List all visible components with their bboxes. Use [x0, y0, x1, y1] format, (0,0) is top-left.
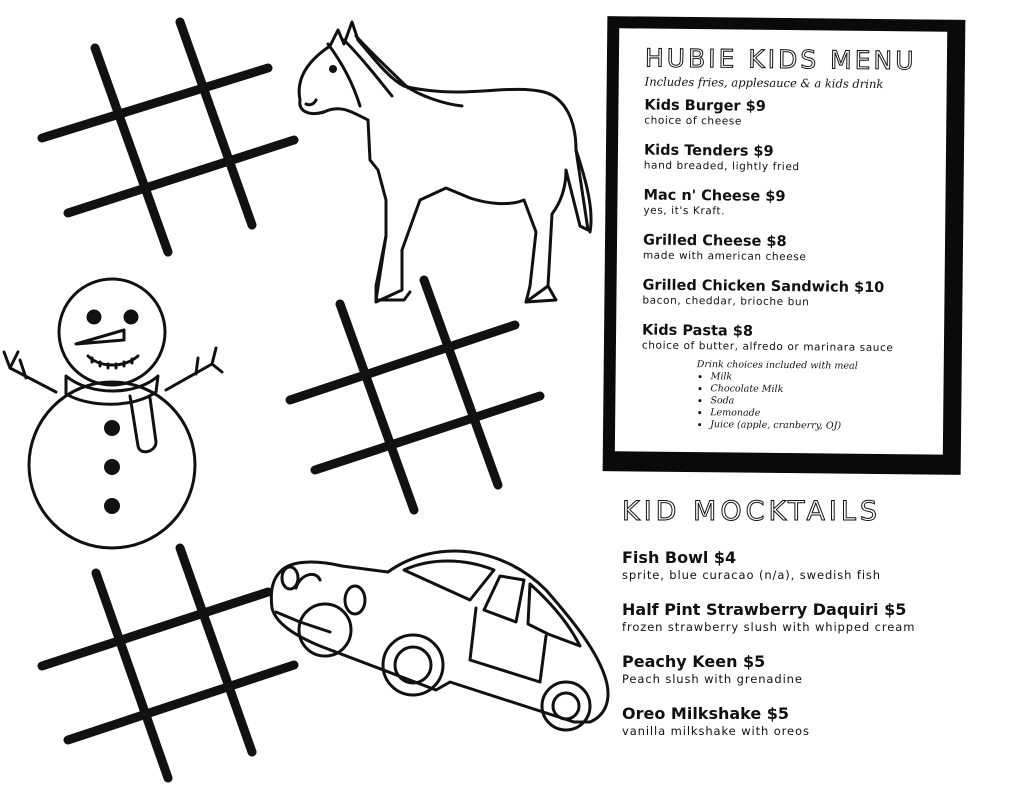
mocktail-item — [622, 600, 1012, 634]
drink-item: • Milk — [711, 371, 930, 385]
mocktail-name: Oreo Milkshake $5 — [622, 704, 790, 723]
menu-item — [642, 277, 930, 311]
menu-item-name: Kids Tenders $9 — [643, 142, 774, 160]
horse-drawing — [299, 22, 591, 302]
tic-tac-toe-grid-middle — [290, 280, 540, 510]
menu-item — [642, 322, 930, 356]
drink-item: • Lemonade — [710, 407, 929, 421]
drink-item: • Juice (apple, cranberry, OJ) — [710, 419, 929, 433]
menu-item — [643, 187, 931, 221]
snowman-drawing — [4, 279, 222, 548]
drink-item: • Soda — [710, 395, 929, 409]
mocktails-title: KID MOCKTAILS — [622, 496, 882, 527]
mocktail-name: Fish Bowl $4 — [622, 548, 737, 567]
kids-menu-panel — [615, 28, 947, 454]
mocktail-name: Peachy Keen $5 — [622, 652, 766, 671]
mocktail-description: vanilla milkshake with oreos — [622, 724, 810, 738]
kids-menu-subtitle: Includes fries, applesauce & a kids drink — [644, 74, 884, 92]
menu-item — [644, 142, 932, 176]
mocktail-description: sprite, blue curacao (n/a), swedish fish — [622, 568, 881, 582]
kids-menu-card — [603, 16, 966, 475]
menu-item-description: made with american cheese — [642, 249, 807, 264]
menu-item — [644, 97, 932, 131]
mocktail-item — [622, 704, 1012, 738]
mocktail-description: frozen strawberry slush with whipped cream — [622, 620, 916, 634]
drink-choices — [696, 359, 930, 433]
mocktail-item — [622, 548, 1012, 582]
menu-item — [643, 232, 931, 266]
mocktail-name: Half Pint Strawberry Daquiri $5 — [622, 600, 907, 619]
menu-item-name: Kids Burger $9 — [644, 97, 766, 115]
menu-item-description: hand breaded, lightly fried — [643, 159, 800, 174]
mocktails-section — [622, 496, 1012, 756]
car-drawing — [271, 551, 608, 730]
mocktail-description: Peach slush with grenadine — [622, 672, 803, 686]
mocktail-item — [622, 652, 1012, 686]
drink-list — [696, 371, 930, 433]
drink-item: • Chocolate Milk — [710, 383, 929, 397]
menu-item-description: yes, it's Kraft. — [643, 204, 726, 218]
kids-menu-title: HUBIE KIDS MENU — [644, 43, 917, 76]
menu-item-name: Grilled Chicken Sandwich $10 — [642, 277, 885, 297]
tic-tac-toe-grid-top — [42, 22, 294, 252]
menu-item-description: choice of butter, alfredo or marinara sauce — [641, 339, 894, 355]
menu-item-name: Mac n' Cheese $9 — [643, 187, 786, 206]
menu-item-name: Grilled Cheese $8 — [642, 232, 787, 251]
menu-item-description: bacon, cheddar, brioche bun — [642, 294, 810, 309]
drink-choices-heading: Drink choices included with meal — [696, 359, 858, 372]
tic-tac-toe-grid-bottom — [42, 548, 294, 778]
menu-item-description: choice of cheese — [644, 114, 743, 128]
menu-item-name: Kids Pasta $8 — [642, 322, 754, 340]
